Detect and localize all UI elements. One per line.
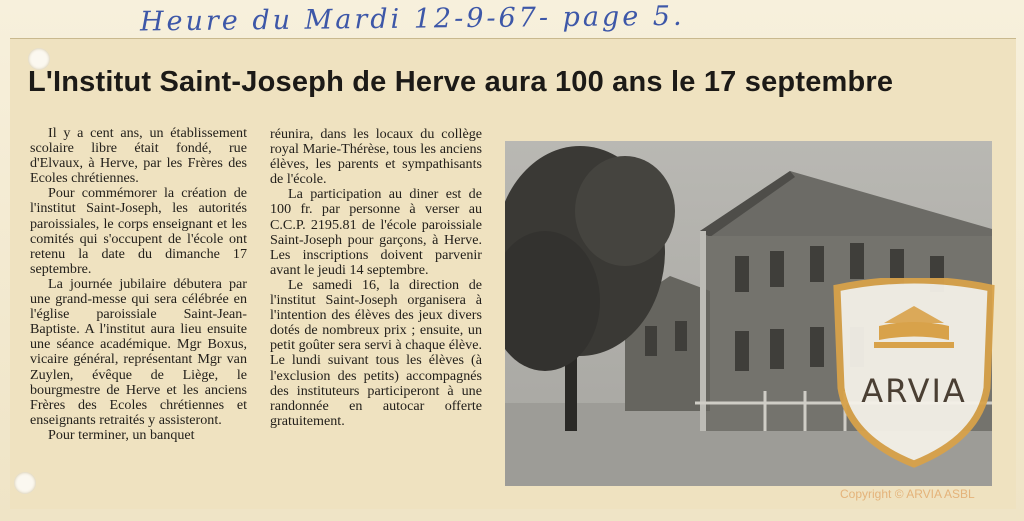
column1-paragraph: Il y a cent ans, un établissement scolaire libre était fondé, rue d'Elvaux, à Herve, par les Frères des Ecoles chrétiennes. bbox=[30, 125, 247, 187]
article-column-2 bbox=[270, 127, 482, 429]
logo-wordmark: ARVIA bbox=[861, 372, 967, 410]
article-column-1 bbox=[30, 126, 247, 443]
column2-paragraph: La participation au diner est de 100 fr. par personne à verser au C.C.P. 2195.81 de l'école paroissiale Saint-Joseph pour garçons, à Herve. Les inscriptions doivent parvenir avant le jeudi 14 septembre. bbox=[270, 186, 482, 278]
article-headline: L'Institut Saint-Joseph de Herve aura 100 ans le 17 septembre bbox=[28, 66, 894, 98]
column2-paragraph: Le samedi 16, la direction de l'institut Saint-Joseph organisera à l'intention des élèves des jeux divers dotés de nombreux prix ; ensuite, un petit goûter sera servi à chaque élève. Le lundi suivant tous les élèves (à l'exclusion des petits) accompagnés des instituteurs participeront à une randonnée en autocar offerte gratuitement. bbox=[270, 276, 482, 429]
column1-paragraph: Pour commémorer la création de l'institut Saint-Joseph, les autorités paroissiales, le corps enseignant et les comités qui s'occupent de l'école ont retenu la date du dimanche 17 septembre. bbox=[30, 185, 247, 277]
arvia-watermark-logo bbox=[829, 278, 999, 468]
punch-hole-bottom bbox=[14, 472, 36, 494]
column1-paragraph: La journée jubilaire débutera par une grand-messe qui sera célébrée en l'église paroissiale Saint-Jean-Baptiste. A l'institut aura lieu ensuite une séance académique. Mgr Boxus, vicaire général, représentant Mgr van Zuylen, évêque de Liège, le bourgmestre de Herve et les anciens Frères des Ecoles chrétiennes et enseignants retraités y assisteront. bbox=[30, 275, 247, 428]
copyright-notice: Copyright © ARVIA ASBL bbox=[840, 487, 975, 501]
column1-paragraph: Pour terminer, un banquet bbox=[48, 426, 195, 443]
column2-paragraph: réunira, dans les locaux du collège royal Marie-Thérèse, tous les anciens élèves, les parents et sympathisants de l'école. bbox=[270, 126, 482, 188]
handwritten-annotation: Heure du Mardi 12-9-67- page 5. bbox=[139, 0, 685, 38]
